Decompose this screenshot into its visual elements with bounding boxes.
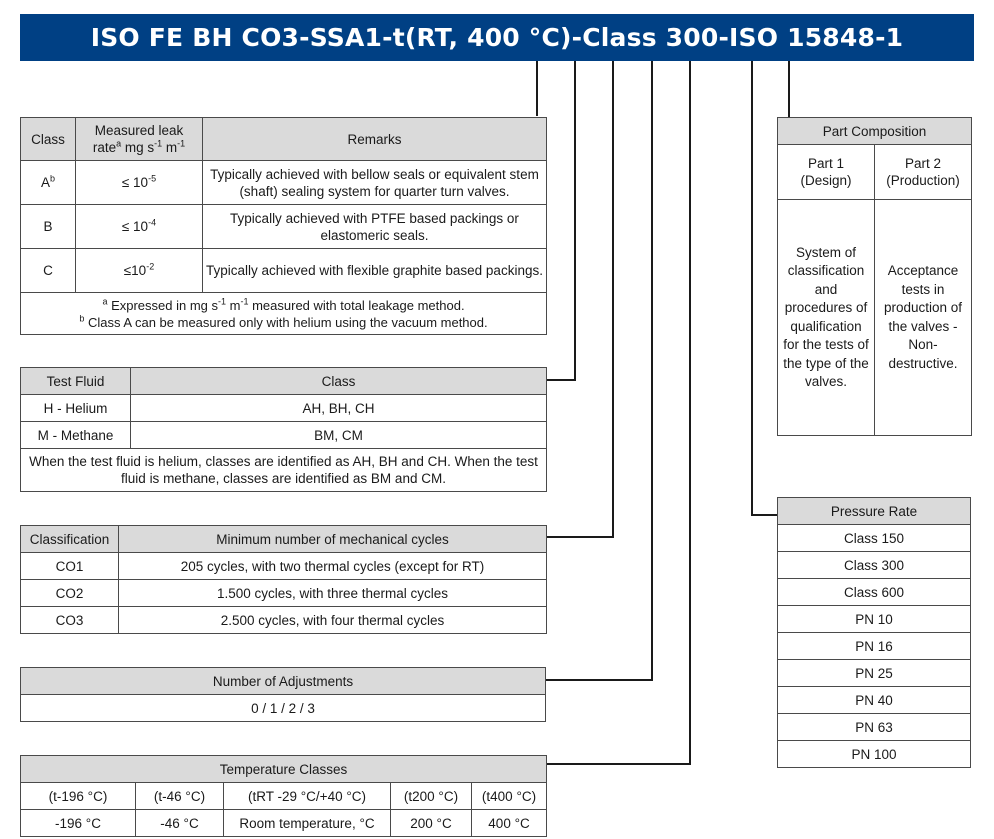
table-row [21,810,547,837]
table-row [21,783,547,810]
part2-description: Acceptance tests in production of the valves - Non-destructive. [875,200,972,436]
temp-value-cell: -46 °C [136,810,224,837]
temp-code-cell: (t-46 °C) [136,783,224,810]
pressure-value-cell: PN 10 [778,606,971,633]
leak-rate-cell: ≤ $10^{-4}$ [76,205,203,249]
table-row [21,607,547,634]
fluid-name-cell: H - Helium [21,395,131,422]
table-row [21,580,547,607]
fluid-name-cell: M - Methane [21,422,131,449]
temp-value-cell: Room temperature, °C [224,810,391,837]
leak-class-table [20,117,547,335]
leak-class-cell: C [21,249,76,293]
leak-rate-cell: $\le 10^{-2}$ [76,249,203,293]
header-min-cycles: Minimum number of mechanical cycles [119,526,547,553]
cycle-code-cell: CO3 [21,607,119,634]
leak-rate-cell: ≤ $10^{-5}$ [76,161,203,205]
connector-test-fluid [545,61,575,380]
leak-class-cell: B [21,205,76,249]
connector-adjustments [545,61,652,680]
temp-code-cell: (t-196 °C) [21,783,136,810]
cycle-code-cell: CO1 [21,553,119,580]
temp-value-cell: -196 °C [21,810,136,837]
connector-temperature [545,61,690,764]
connector-pressure [752,61,777,515]
pressure-value-cell: PN 100 [778,741,971,768]
header-temperature: Temperature Classes [21,756,547,783]
temp-value-cell: 400 °C [472,810,547,837]
table-row [21,161,547,205]
pressure-value-cell: PN 63 [778,714,971,741]
fluid-class-cell: BM, CM [131,422,547,449]
header-remarks: Remarks [203,118,547,161]
pressure-value-cell: Class 600 [778,579,971,606]
pressure-rate-table [777,497,971,768]
table-row [21,249,547,293]
part-composition-table [777,117,972,436]
page-title: ISO FE BH CO3-SSA1-t(RT, 400 °C)-Class 300-ISO 15848-1 [20,14,974,61]
header-test-fluid: Test Fluid [21,368,131,395]
leak-table-notes: $^a$ Expressed in mg $s^{-1}$ $m^{-1}$ measured with total leakage method. $^b$ Class A can be measured only with helium using the vacuum method. [21,293,547,335]
temp-code-cell: (t200 °C) [391,783,472,810]
pressure-value-cell: Class 300 [778,552,971,579]
adjustments-value: 0 / 1 / 2 / 3 [21,695,546,722]
header-part-composition: Part Composition [778,118,972,145]
fluid-table-note: When the test fluid is helium, classes are identified as AH, BH and CH. When the test fluid is methane, classes are identified as BM and CM. [21,449,547,492]
part1-title: Part 1 (Design) [778,145,875,200]
header-fluid-class: Class [131,368,547,395]
part1-description: System of classification and procedures of qualification for the tests of the type of the valves. [778,200,875,436]
header-class: Class [21,118,76,161]
part2-title: Part 2 (Production) [875,145,972,200]
pressure-value-cell: PN 16 [778,633,971,660]
cycle-desc-cell: 205 cycles, with two thermal cycles (except for RT) [119,553,547,580]
temp-code-cell: (tRT -29 °C/+40 °C) [224,783,391,810]
pressure-value-cell: Class 150 [778,525,971,552]
cycle-code-cell: CO2 [21,580,119,607]
table-row [21,205,547,249]
pressure-value-cell: PN 40 [778,687,971,714]
table-row [21,395,547,422]
connector-cycles [545,61,613,537]
leak-remarks-cell: Typically achieved with flexible graphite based packings. [203,249,547,293]
temp-code-cell: (t400 °C) [472,783,547,810]
header-pressure-rate: Pressure Rate [778,498,971,525]
fluid-class-cell: AH, BH, CH [131,395,547,422]
leak-remarks-cell: Typically achieved with bellow seals or equivalent stem (shaft) sealing system for quarter turn valves. [203,161,547,205]
pressure-value-cell: PN 25 [778,660,971,687]
header-leak-rate: Measured leak rate$^a$ mg $s^{-1}$ $m^{-1}$ [76,118,203,161]
header-adjustments: Number of Adjustments [21,668,546,695]
temp-value-cell: 200 °C [391,810,472,837]
header-classification: Classification [21,526,119,553]
cycles-table [20,525,547,634]
cycle-desc-cell: 1.500 cycles, with three thermal cycles [119,580,547,607]
leak-class-cell: $A^b$ [21,161,76,205]
adjustments-table [20,667,546,722]
table-row [21,422,547,449]
cycle-desc-cell: 2.500 cycles, with four thermal cycles [119,607,547,634]
temperature-table [20,755,547,837]
table-row [21,553,547,580]
test-fluid-table [20,367,547,492]
leak-remarks-cell: Typically achieved with PTFE based packings or elastomeric seals. [203,205,547,249]
